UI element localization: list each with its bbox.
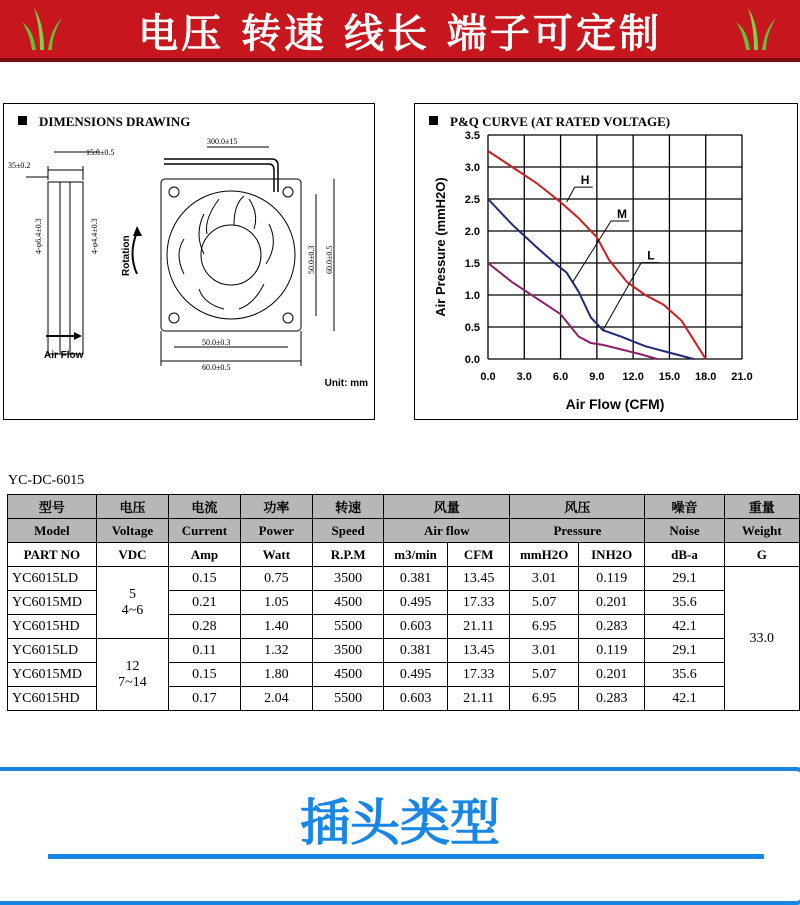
y-tick-label: 1.5 bbox=[464, 258, 480, 270]
header-cn-power: 功率 bbox=[240, 495, 312, 519]
header-cn-speed: 转速 bbox=[312, 495, 383, 519]
voltage-nominal: 12 bbox=[125, 658, 140, 674]
cell-cfm: 17.33 bbox=[447, 663, 509, 687]
x-tick-label: 6.0 bbox=[552, 371, 569, 383]
y-tick-label: 0.5 bbox=[464, 322, 480, 334]
cell-cfm: 21.11 bbox=[447, 687, 509, 711]
cell-watt: 0.75 bbox=[240, 567, 312, 591]
dim-size-v: 60.0±0.5 bbox=[325, 245, 334, 274]
fan-side-view bbox=[48, 182, 83, 354]
unit-vdc: VDC bbox=[96, 543, 168, 567]
y-tick-label: 2.0 bbox=[464, 226, 480, 238]
unit-amp: Amp bbox=[169, 543, 241, 567]
series-line-m bbox=[488, 199, 694, 359]
top-banner bbox=[0, 0, 800, 62]
cell-voltage-group bbox=[96, 639, 168, 711]
dimensions-panel bbox=[3, 103, 375, 420]
header-en-pressure: Pressure bbox=[510, 519, 645, 543]
cell-part-no: YC6015MD bbox=[8, 591, 97, 615]
cell-part-no: YC6015MD bbox=[8, 663, 97, 687]
cell-rpm: 4500 bbox=[312, 663, 383, 687]
cell-db: 35.6 bbox=[645, 663, 724, 687]
plug-type-title: 插头类型 bbox=[300, 794, 500, 852]
header-cn-current: 电流 bbox=[169, 495, 241, 519]
dim-hole-pitch-v: 50.0±0.3 bbox=[307, 245, 316, 274]
cell-rpm: 5500 bbox=[312, 615, 383, 639]
header-en-current: Current bbox=[169, 519, 241, 543]
series-line-l bbox=[488, 263, 657, 359]
cell-amp: 0.28 bbox=[169, 615, 241, 639]
table-row bbox=[8, 639, 800, 663]
series-label-h: H bbox=[580, 173, 590, 188]
cell-db: 42.1 bbox=[645, 615, 724, 639]
airflow-arrow-icon bbox=[74, 332, 82, 340]
x-tick-label: 0.0 bbox=[480, 371, 496, 383]
cell-part-no: YC6015HD bbox=[8, 687, 97, 711]
header-en-airflow: Air flow bbox=[384, 519, 510, 543]
y-tick-label: 3.5 bbox=[464, 130, 480, 142]
header-row-units bbox=[8, 543, 800, 567]
cell-watt: 1.32 bbox=[240, 639, 312, 663]
header-en-noise: Noise bbox=[645, 519, 724, 543]
cell-m3: 0.603 bbox=[384, 687, 448, 711]
cell-watt: 1.80 bbox=[240, 663, 312, 687]
cell-mmh2o: 6.95 bbox=[510, 615, 579, 639]
dimensions-title-text: DIMENSIONS DRAWING bbox=[39, 114, 191, 129]
header-cn-voltage: 电压 bbox=[96, 495, 168, 519]
cell-mmh2o: 3.01 bbox=[510, 639, 579, 663]
voltage-range: 4~6 bbox=[121, 602, 144, 618]
cell-db: 29.1 bbox=[645, 639, 724, 663]
header-cn-noise: 噪音 bbox=[645, 495, 724, 519]
dim-top-width: 15.0±0.5 bbox=[86, 148, 115, 157]
unit-dba: dB-a bbox=[645, 543, 724, 567]
cell-inh2o: 0.283 bbox=[578, 615, 645, 639]
cell-m3: 0.381 bbox=[384, 567, 448, 591]
pq-curve-title-text: P&Q CURVE (AT RATED VOLTAGE) bbox=[450, 114, 671, 129]
cell-watt: 1.05 bbox=[240, 591, 312, 615]
series-label-l: L bbox=[647, 248, 655, 263]
y-tick-label: 1.0 bbox=[464, 290, 480, 302]
unit-cfm: CFM bbox=[447, 543, 509, 567]
voltage-nominal: 5 bbox=[128, 586, 136, 602]
fan-hub bbox=[201, 225, 261, 285]
model-code: YC-DC-6015 bbox=[8, 473, 85, 488]
cell-mmh2o: 6.95 bbox=[510, 687, 579, 711]
cell-db: 42.1 bbox=[645, 687, 724, 711]
unit-m3min: m3/min bbox=[384, 543, 448, 567]
cell-watt: 2.04 bbox=[240, 687, 312, 711]
cell-voltage-group bbox=[96, 567, 168, 639]
unit-inh2o: INH2O bbox=[578, 543, 645, 567]
y-axis-label: Air Pressure (mmH2O) bbox=[433, 177, 448, 317]
cell-inh2o: 0.201 bbox=[578, 663, 645, 687]
cell-inh2o: 0.119 bbox=[578, 639, 645, 663]
cell-cfm: 13.45 bbox=[447, 639, 509, 663]
x-tick-label: 15.0 bbox=[658, 371, 681, 383]
cell-m3: 0.495 bbox=[384, 663, 448, 687]
x-tick-label: 12.0 bbox=[622, 371, 644, 383]
series-leader-line bbox=[567, 187, 575, 202]
header-en-speed: Speed bbox=[312, 519, 383, 543]
fan-impeller-outline bbox=[167, 191, 295, 319]
cell-mmh2o: 5.07 bbox=[510, 663, 579, 687]
header-cn-model: 型号 bbox=[8, 495, 97, 519]
header-cn-weight: 重量 bbox=[724, 495, 799, 519]
dim-size-h: 60.0±0.5 bbox=[202, 363, 231, 372]
fan-front-frame bbox=[161, 179, 301, 331]
cell-m3: 0.381 bbox=[384, 639, 448, 663]
y-tick-label: 2.5 bbox=[464, 194, 480, 206]
dim-hole-big: 4-φ6.4±0.3 bbox=[34, 218, 43, 254]
cell-rpm: 5500 bbox=[312, 687, 383, 711]
cell-amp: 0.15 bbox=[169, 567, 241, 591]
x-tick-label: 18.0 bbox=[695, 371, 717, 383]
cell-inh2o: 0.119 bbox=[578, 567, 645, 591]
fan-drawing bbox=[4, 104, 374, 419]
header-row-cn bbox=[8, 495, 800, 519]
cell-watt: 1.40 bbox=[240, 615, 312, 639]
header-en-model: Model bbox=[8, 519, 97, 543]
y-tick-label: 3.0 bbox=[464, 162, 480, 174]
rotation-arrow-icon bbox=[133, 226, 142, 236]
cell-db: 29.1 bbox=[645, 567, 724, 591]
unit-g: G bbox=[724, 543, 799, 567]
cell-inh2o: 0.201 bbox=[578, 591, 645, 615]
plug-type-underline bbox=[48, 854, 764, 859]
cell-rpm: 3500 bbox=[312, 567, 383, 591]
x-tick-label: 3.0 bbox=[516, 371, 532, 383]
cell-inh2o: 0.283 bbox=[578, 687, 645, 711]
cell-m3: 0.603 bbox=[384, 615, 448, 639]
series-label-m: M bbox=[617, 207, 627, 221]
cell-mmh2o: 3.01 bbox=[510, 567, 579, 591]
header-cn-pressure: 风压 bbox=[510, 495, 645, 519]
cell-amp: 0.21 bbox=[169, 591, 241, 615]
voltage-range: 7~14 bbox=[118, 674, 147, 690]
header-en-voltage: Voltage bbox=[96, 519, 168, 543]
table-row bbox=[8, 567, 800, 591]
cell-cfm: 17.33 bbox=[447, 591, 509, 615]
x-tick-label: 9.0 bbox=[589, 371, 605, 383]
dim-thickness: 35±0.2 bbox=[8, 161, 31, 170]
cell-rpm: 3500 bbox=[312, 639, 383, 663]
cell-db: 35.6 bbox=[645, 591, 724, 615]
x-axis-label: Air Flow (CFM) bbox=[565, 396, 665, 412]
header-en-weight: Weight bbox=[724, 519, 799, 543]
cell-part-no: YC6015HD bbox=[8, 615, 97, 639]
dim-lead-length: 300.0±15 bbox=[207, 137, 238, 146]
cell-amp: 0.11 bbox=[169, 639, 241, 663]
grass-right-icon bbox=[736, 6, 780, 50]
cell-rpm: 4500 bbox=[312, 591, 383, 615]
y-tick-label: 0.0 bbox=[464, 354, 480, 366]
cell-weight: 33.0 bbox=[724, 567, 799, 711]
pq-curve-panel bbox=[414, 103, 798, 420]
dim-hole-pitch-h: 50.0±0.3 bbox=[202, 338, 231, 347]
header-en-power: Power bbox=[240, 519, 312, 543]
header-cn-airflow: 风量 bbox=[384, 495, 510, 519]
dim-hole-small: 4-φ4.4±0.3 bbox=[90, 218, 99, 254]
cell-part-no: YC6015LD bbox=[8, 567, 97, 591]
x-tick-label: 21.0 bbox=[731, 371, 753, 383]
banner-title: 电压 转速 线长 端子可定制 bbox=[138, 11, 662, 57]
cell-mmh2o: 5.07 bbox=[510, 591, 579, 615]
cell-amp: 0.15 bbox=[169, 663, 241, 687]
cell-m3: 0.495 bbox=[384, 591, 448, 615]
unit-note: Unit: mm bbox=[324, 378, 368, 389]
series-leader-line bbox=[603, 263, 641, 331]
header-row-en bbox=[8, 519, 800, 543]
cell-amp: 0.17 bbox=[169, 687, 241, 711]
cell-part-no: YC6015LD bbox=[8, 639, 97, 663]
airflow-label: Air Flow bbox=[44, 350, 84, 361]
unit-rpm: R.P.M bbox=[312, 543, 383, 567]
unit-mmh2o: mmH2O bbox=[510, 543, 579, 567]
cell-cfm: 13.45 bbox=[447, 567, 509, 591]
spec-table bbox=[7, 494, 800, 711]
unit-watt: Watt bbox=[240, 543, 312, 567]
unit-partno: PART NO bbox=[8, 543, 97, 567]
pq-chart bbox=[415, 104, 797, 419]
rotation-label: Rotation bbox=[121, 235, 132, 276]
cell-cfm: 21.11 bbox=[447, 615, 509, 639]
